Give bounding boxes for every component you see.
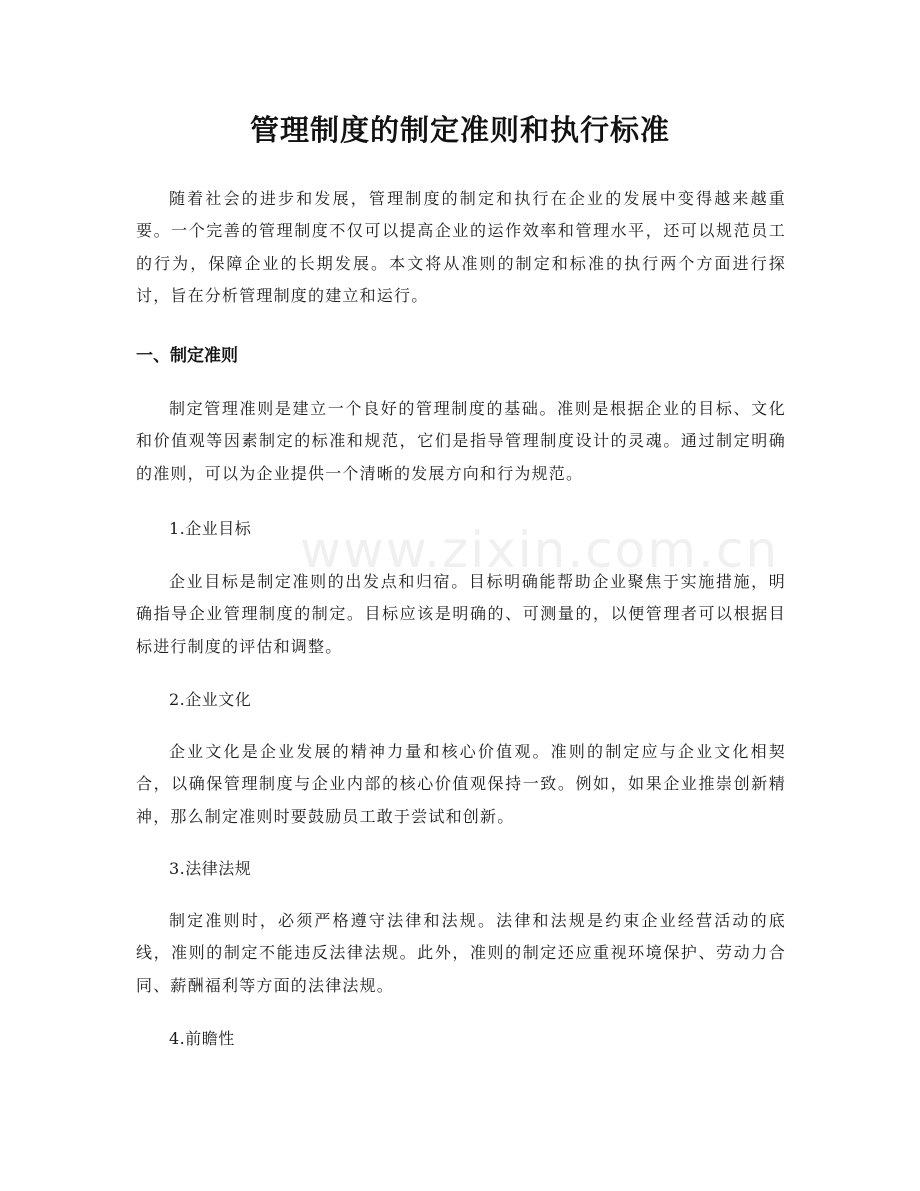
corporate-culture-paragraph: 企业文化是企业发展的精神力量和核心价值观。准则的制定应与企业文化相契合，以确保管理制度与企业内部的核心价值观保持一致。例如，如果企业推崇创新精神，那么制定准则时要鼓励员工敢于尝试和创新。 [136,742,786,826]
section-heading-1: 一、制定准则 [136,346,238,366]
corporate-goals-paragraph: 企业目标是制定准则的出发点和归宿。目标明确能帮助企业聚焦于实施措施，明确指导企业管理制度的制定。目标应该是明确的、可测量的，以便管理者可以根据目标进行制度的评估和调整。 [136,572,786,656]
subheading-corporate-goals: 1.企业目标 [169,519,252,538]
subheading-foresight: 4.前瞻性 [169,1029,235,1048]
section-intro-paragraph: 制定管理准则是建立一个良好的管理制度的基础。准则是根据企业的目标、文化和价值观等因素制定的标准和规范，它们是指导管理制度设计的灵魂。通过制定明确的准则，可以为企业提供一个清晰的发展方向和行为规范。 [136,399,786,483]
document-title: 管理制度的制定准则和执行标准 [249,113,670,147]
watermark: www.zixin.com.cn [300,521,780,579]
subheading-laws-regulations: 3.法律法规 [169,859,252,878]
laws-regulations-paragraph: 制定准则时，必须严格遵守法律和法规。法律和法规是约束企业经营活动的底线，准则的制定不能违反法律法规。此外，准则的制定还应重视环境保护、劳动力合同、薪酬福利等方面的法律法规。 [136,911,786,995]
subheading-corporate-culture: 2.企业文化 [169,690,252,709]
intro-paragraph: 随着社会的进步和发展，管理制度的制定和执行在企业的发展中变得越来越重要。一个完善的管理制度不仅可以提高企业的运作效率和管理水平，还可以规范员工的行为，保障企业的长期发展。本文将从准则的制定和标准的执行两个方面进行探讨，旨在分析管理制度的建立和运行。 [136,189,786,305]
